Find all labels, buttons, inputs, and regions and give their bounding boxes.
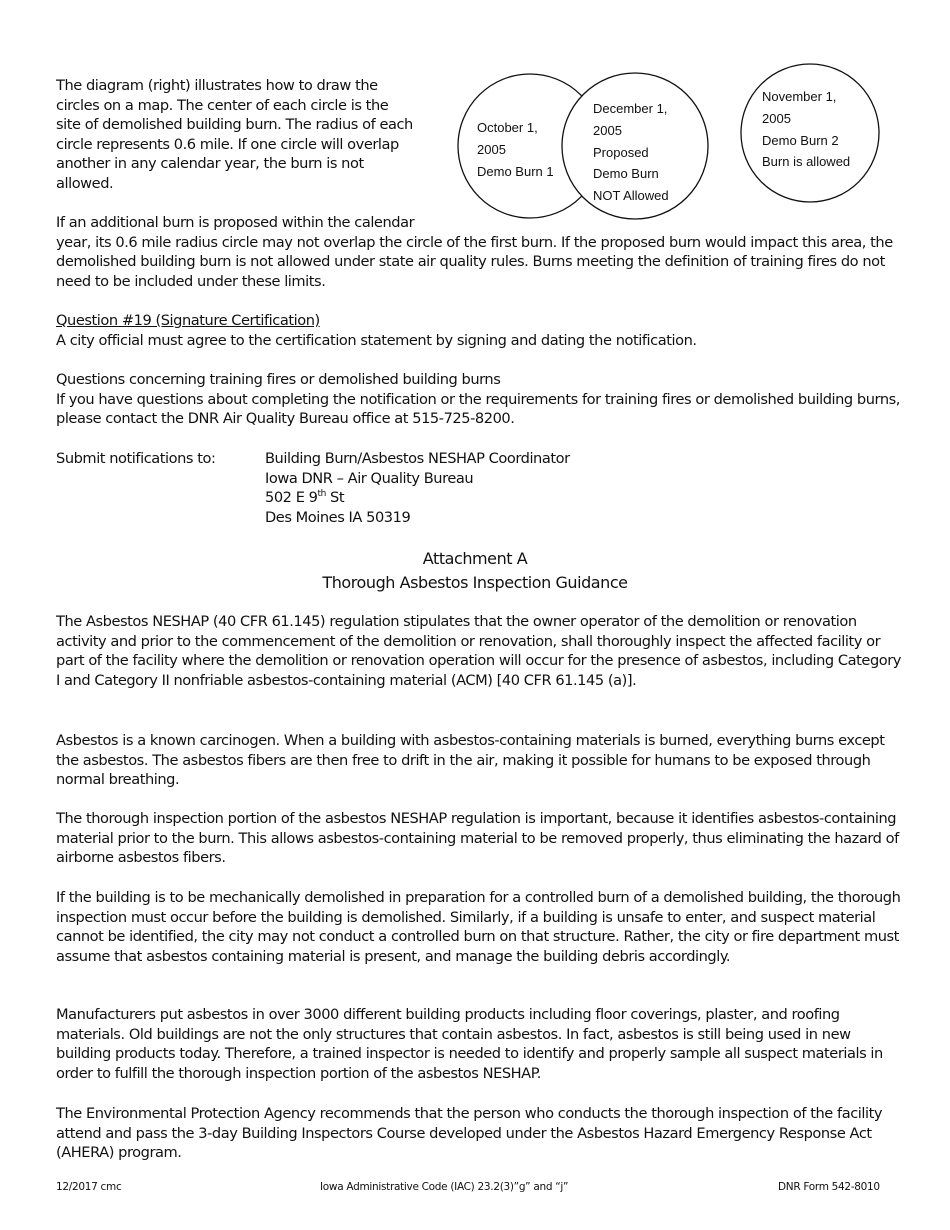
question-19-section: [56, 311, 906, 350]
circle-2-label: [593, 98, 669, 207]
additional-burn-text: year, its 0.6 mile radius circle may not overlap the circle of the first burn. If the proposed burn would impact this area, the demolished building burn is not allowed under state air quality rules. Burns meeting the definition of training fires do not need to be included under these limits.: [56, 233, 893, 290]
street-suffix: St: [325, 489, 345, 507]
attachment-paragraph-2: [56, 731, 906, 790]
questions-body: If you have questions about completing the notification or the requirements for training fires or demolished building burns, please contact the DNR Air Quality Bureau office at 515-725-8200.: [56, 390, 900, 428]
attachment-title: Attachment A: [422, 549, 528, 568]
additional-burn-paragraph: [56, 213, 906, 291]
circle-1-line: October 1,: [477, 120, 538, 135]
circle-3-line: Demo Burn 2: [762, 132, 839, 148]
circle-1-label: [477, 117, 554, 182]
footer-citation: Iowa Administrative Code (IAC) 23.2(3)”g” and “j”: [320, 1181, 569, 1193]
question-19-heading: Question #19 (Signature Certification): [56, 312, 320, 329]
circle-1-line: Demo Burn 1: [477, 163, 554, 179]
attachment-subtitle: Thorough Asbestos Inspection Guidance: [322, 573, 628, 592]
circle-2-line: Demo Burn: [593, 166, 659, 182]
circle-3-line: Burn is allowed: [762, 154, 851, 170]
attachment-paragraph-5: [56, 1005, 906, 1083]
intro-line: circle represents 0.6 mile. If one circle will overlap: [56, 135, 399, 153]
circle-3-label: [762, 86, 850, 173]
attachment-paragraph-1: [56, 612, 906, 690]
attachment-paragraph-3: [56, 809, 906, 868]
intro-line: another in any calendar year, the burn is not: [56, 155, 364, 173]
circle-3-line: November 1,: [762, 89, 837, 104]
footer-form-number: DNR Form 542-8010: [778, 1181, 880, 1193]
attachment-paragraph-4: [56, 888, 906, 966]
paragraph-text: Manufacturers put asbestos in over 3000 different building products including floor coverings, plaster, and roofing materials. Old buildings are not the only structures that contain asbestos. In fact, asbestos is still being used in new building products today. Therefore, a trained inspector is needed to identify and properly sample all suspect materials in order to fulfill the thorough inspection portion of the asbestos NESHAP.: [56, 1006, 883, 1082]
circle-1-line: 2005: [477, 141, 506, 157]
paragraph-text: The thorough inspection portion of the asbestos NESHAP regulation is important, because it identifies asbestos-containing material prior to the burn. This allows asbestos-containing material to be removed properly, thus eliminating the hazard of airborne asbestos fibers.: [56, 810, 899, 867]
questions-heading: Questions concerning training fires or demolished building burns: [56, 371, 501, 388]
intro-line: site of demolished building burn. The radius of each: [56, 116, 413, 134]
footer-date: 12/2017 cmc: [56, 1181, 122, 1193]
address-line-1: Building Burn/Asbestos NESHAP Coordinator: [265, 450, 570, 467]
question-19-body: A city official must agree to the certification statement by signing and dating the notification.: [56, 331, 697, 349]
intro-line: allowed.: [56, 174, 114, 192]
intro-line: circles on a map. The center of each circle is the: [56, 96, 389, 114]
paragraph-text: The Asbestos NESHAP (40 CFR 61.145) regulation stipulates that the owner operator of the demolition or renovation activity and prior to the commencement of the demolition or renovation, shall thoroughly inspect the affected facility or part of the facility where the demolition or renovation operation will occur for the presence of asbestos, including Category I and Category II nonfriable asbestos-containing material (ACM) [40 CFR 61.145 (a)].: [56, 613, 901, 689]
additional-burn-first-line: If an additional burn is proposed within the calendar: [56, 214, 415, 231]
circle-2-line: 2005: [593, 122, 622, 138]
paragraph-text: Asbestos is a known carcinogen. When a building with asbestos-containing materials is burned, everything burns except the asbestos. The asbestos fibers are then free to drift in the air, making it possible for humans to be exposed through normal breathing.: [56, 732, 885, 789]
circle-2-line: December 1,: [593, 101, 668, 116]
street-number: 502 E 9: [265, 489, 318, 507]
attachment-paragraph-6: [56, 1104, 906, 1163]
submit-label: Submit notifications to:: [56, 450, 216, 467]
address-line-4: Des Moines IA 50319: [265, 508, 411, 526]
circle-2-line: Proposed: [593, 144, 649, 160]
intro-line: The diagram (right) illustrates how to draw the: [56, 77, 378, 94]
submit-address: [265, 449, 570, 527]
questions-section: [56, 370, 906, 429]
paragraph-text: If the building is to be mechanically demolished in preparation for a controlled burn of a demolished building, the thorough inspection must occur before the building is demolished. Similarly, if a building is unsafe to enter, and suspect material cannot be identified, the city may not conduct a controlled burn on that structure. Rather, the city or fire department must assume that asbestos containing material is present, and manage the building debris accordingly.: [56, 889, 901, 965]
circle-3-line: 2005: [762, 110, 791, 126]
circle-2-line: NOT Allowed: [593, 188, 669, 204]
ordinal-suffix: th: [317, 489, 326, 500]
paragraph-text: The Environmental Protection Agency recommends that the person who conducts the thorough inspection of the facility attend and pass the 3-day Building Inspectors Course developed under the Asbestos Hazard Emergency Response Act (AHERA) program.: [56, 1105, 883, 1162]
address-line-2: Iowa DNR – Air Quality Bureau: [265, 469, 474, 487]
address-line-3: [265, 488, 570, 508]
